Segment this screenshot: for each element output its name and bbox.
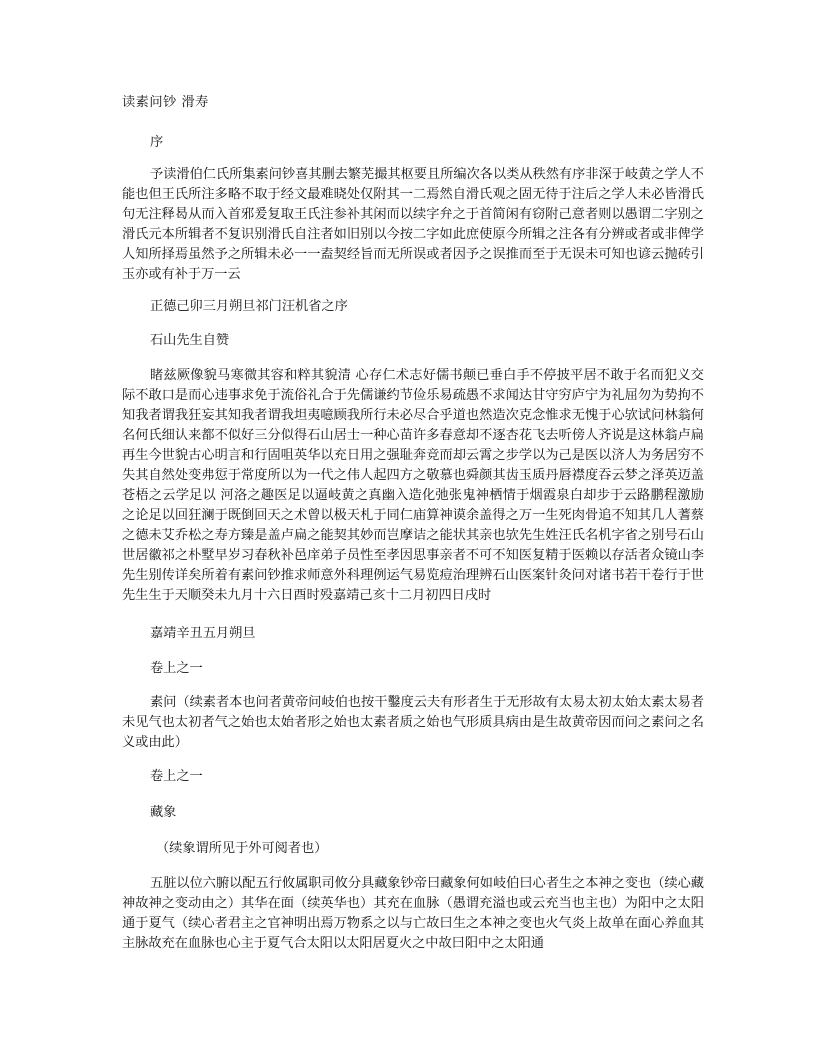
volume-heading-1: 卷上之一 xyxy=(150,661,203,676)
self-praise-date: 嘉靖辛丑五月朔旦 xyxy=(150,626,256,641)
zangxiang-note: （续象谓所见于外可阅者也） xyxy=(156,841,328,856)
zangxiang-paragraph: 五脏以位六腑以配五行攸属职司攸分具藏象钞帝曰藏象何如岐伯曰心者生之本神之变也（续心藏神故神之变动由之）其华在面（续英华也）其充在血脉（愚谓充溢也或云充当也主也）为阳中之太阳通于夏气（续心者君主之官神明出焉万物系之以与亡故曰生之本神之变也火气炎上故单在面心养血其主脉故充在血脉也心主于夏气合太阳以太阳居夏火之中故曰阳中之太阳通 xyxy=(122,876,704,951)
volume-heading-2: 卷上之一 xyxy=(150,769,203,784)
self-praise-heading: 石山先生自赞 xyxy=(150,333,230,348)
document-title: 读素问钞 滑寿 xyxy=(122,95,209,110)
self-praise-body: 睹兹厥像貌马寒微其容和粹其貌清 心存仁术志好儒书颠已垂白手不停披平居不敢于名而犯义交际不敢口是而心违事求免于流俗礼合于先儒谦约节俭乐易疏愚不求闻达甘守穷庐宁为礼屈勿为势拘不知我者谓我狂妄其知我者谓我坦夷噫顾我所行未必尽合乎道也然造次克念惟求无愧于心欤试问林翁何名何氏细认来都不似好三分似得石山居士一种心苗许多春意却不逐杏花飞去听傍人齐说是这林翁卢扁再生今世貌古心明言和行固咀英华以充日用之强耻奔竞而却云霄之步学以为己是医以济人为务居穷不失其自然处变弗愆于常度所以为一代之伟人起四方之敬慕也舜颜其齿玉质丹唇襟度吞云梦之泽英迈盖苍梧之云学足以 河洛之趣医足以逼岐黄之真幽入造化弛张鬼神栖情于烟霞泉白却步于云路鹏程激励之论足以回狂澜于既倒回天之术曾以极天札于同仁庙算神谟余盖得之万一生死肉骨追不知其几人蓍蔡之德未艾乔松之寿方臻是盖卢扁之能契其妙而岂摩诘之能状其亲也欤先生姓汪氏名机字省之别号石山世居徽祁之朴墅早岁习春秋补邑庠弟子员性至孝因思事亲者不可不知医复精于医赖以存活者众镜山李先生别传详矣所着有素问钞推求师意外科理例运气易览痘治理辨石山医案针灸问对诸书若干卷行于世先生生于天顺癸未九月十六日酉时殁嘉靖己亥十二月初四日戌时 xyxy=(122,368,704,603)
preface-date: 正德己卯三月朔旦祁门汪机省之序 xyxy=(150,299,348,314)
zangxiang-heading: 藏象 xyxy=(150,805,177,820)
suwen-paragraph: 素问（续素者本也问者黄帝问岐伯也按干鑿度云夫有形者生于无形故有太易太初太始太素太易者未见气也太初者气之始也太始者形之始也太素者质之始也气形质具病由是生故黄帝因而问之素问之名义或由此） xyxy=(122,695,704,750)
preface-body: 予读滑伯仁氏所集素问钞喜其删去繁芜撮其枢要且所编次各以类从秩然有序非深于岐黄之学人不能也但王氏所注多略不取于经文最难晓处仅附其一二焉然自滑氏观之固无待于注后之学人未必皆滑氏句无注释曷从而入首邪爰复取王氏注参补其闲而以续字弁之于首简闲有窃附己意者则以愚谓二字别之滑氏元本所辑者不复识别滑氏自注者如旧别以今按二字如此庶使原今所辑之注各有分辨或者或非俾学人知所择焉虽然予之所辑未必一一盍契经旨而无所误或者因予之误推而至于无误未可知也谚云抛砖引玉亦或有补于万一云 xyxy=(122,167,704,282)
preface-heading: 序 xyxy=(150,135,164,150)
